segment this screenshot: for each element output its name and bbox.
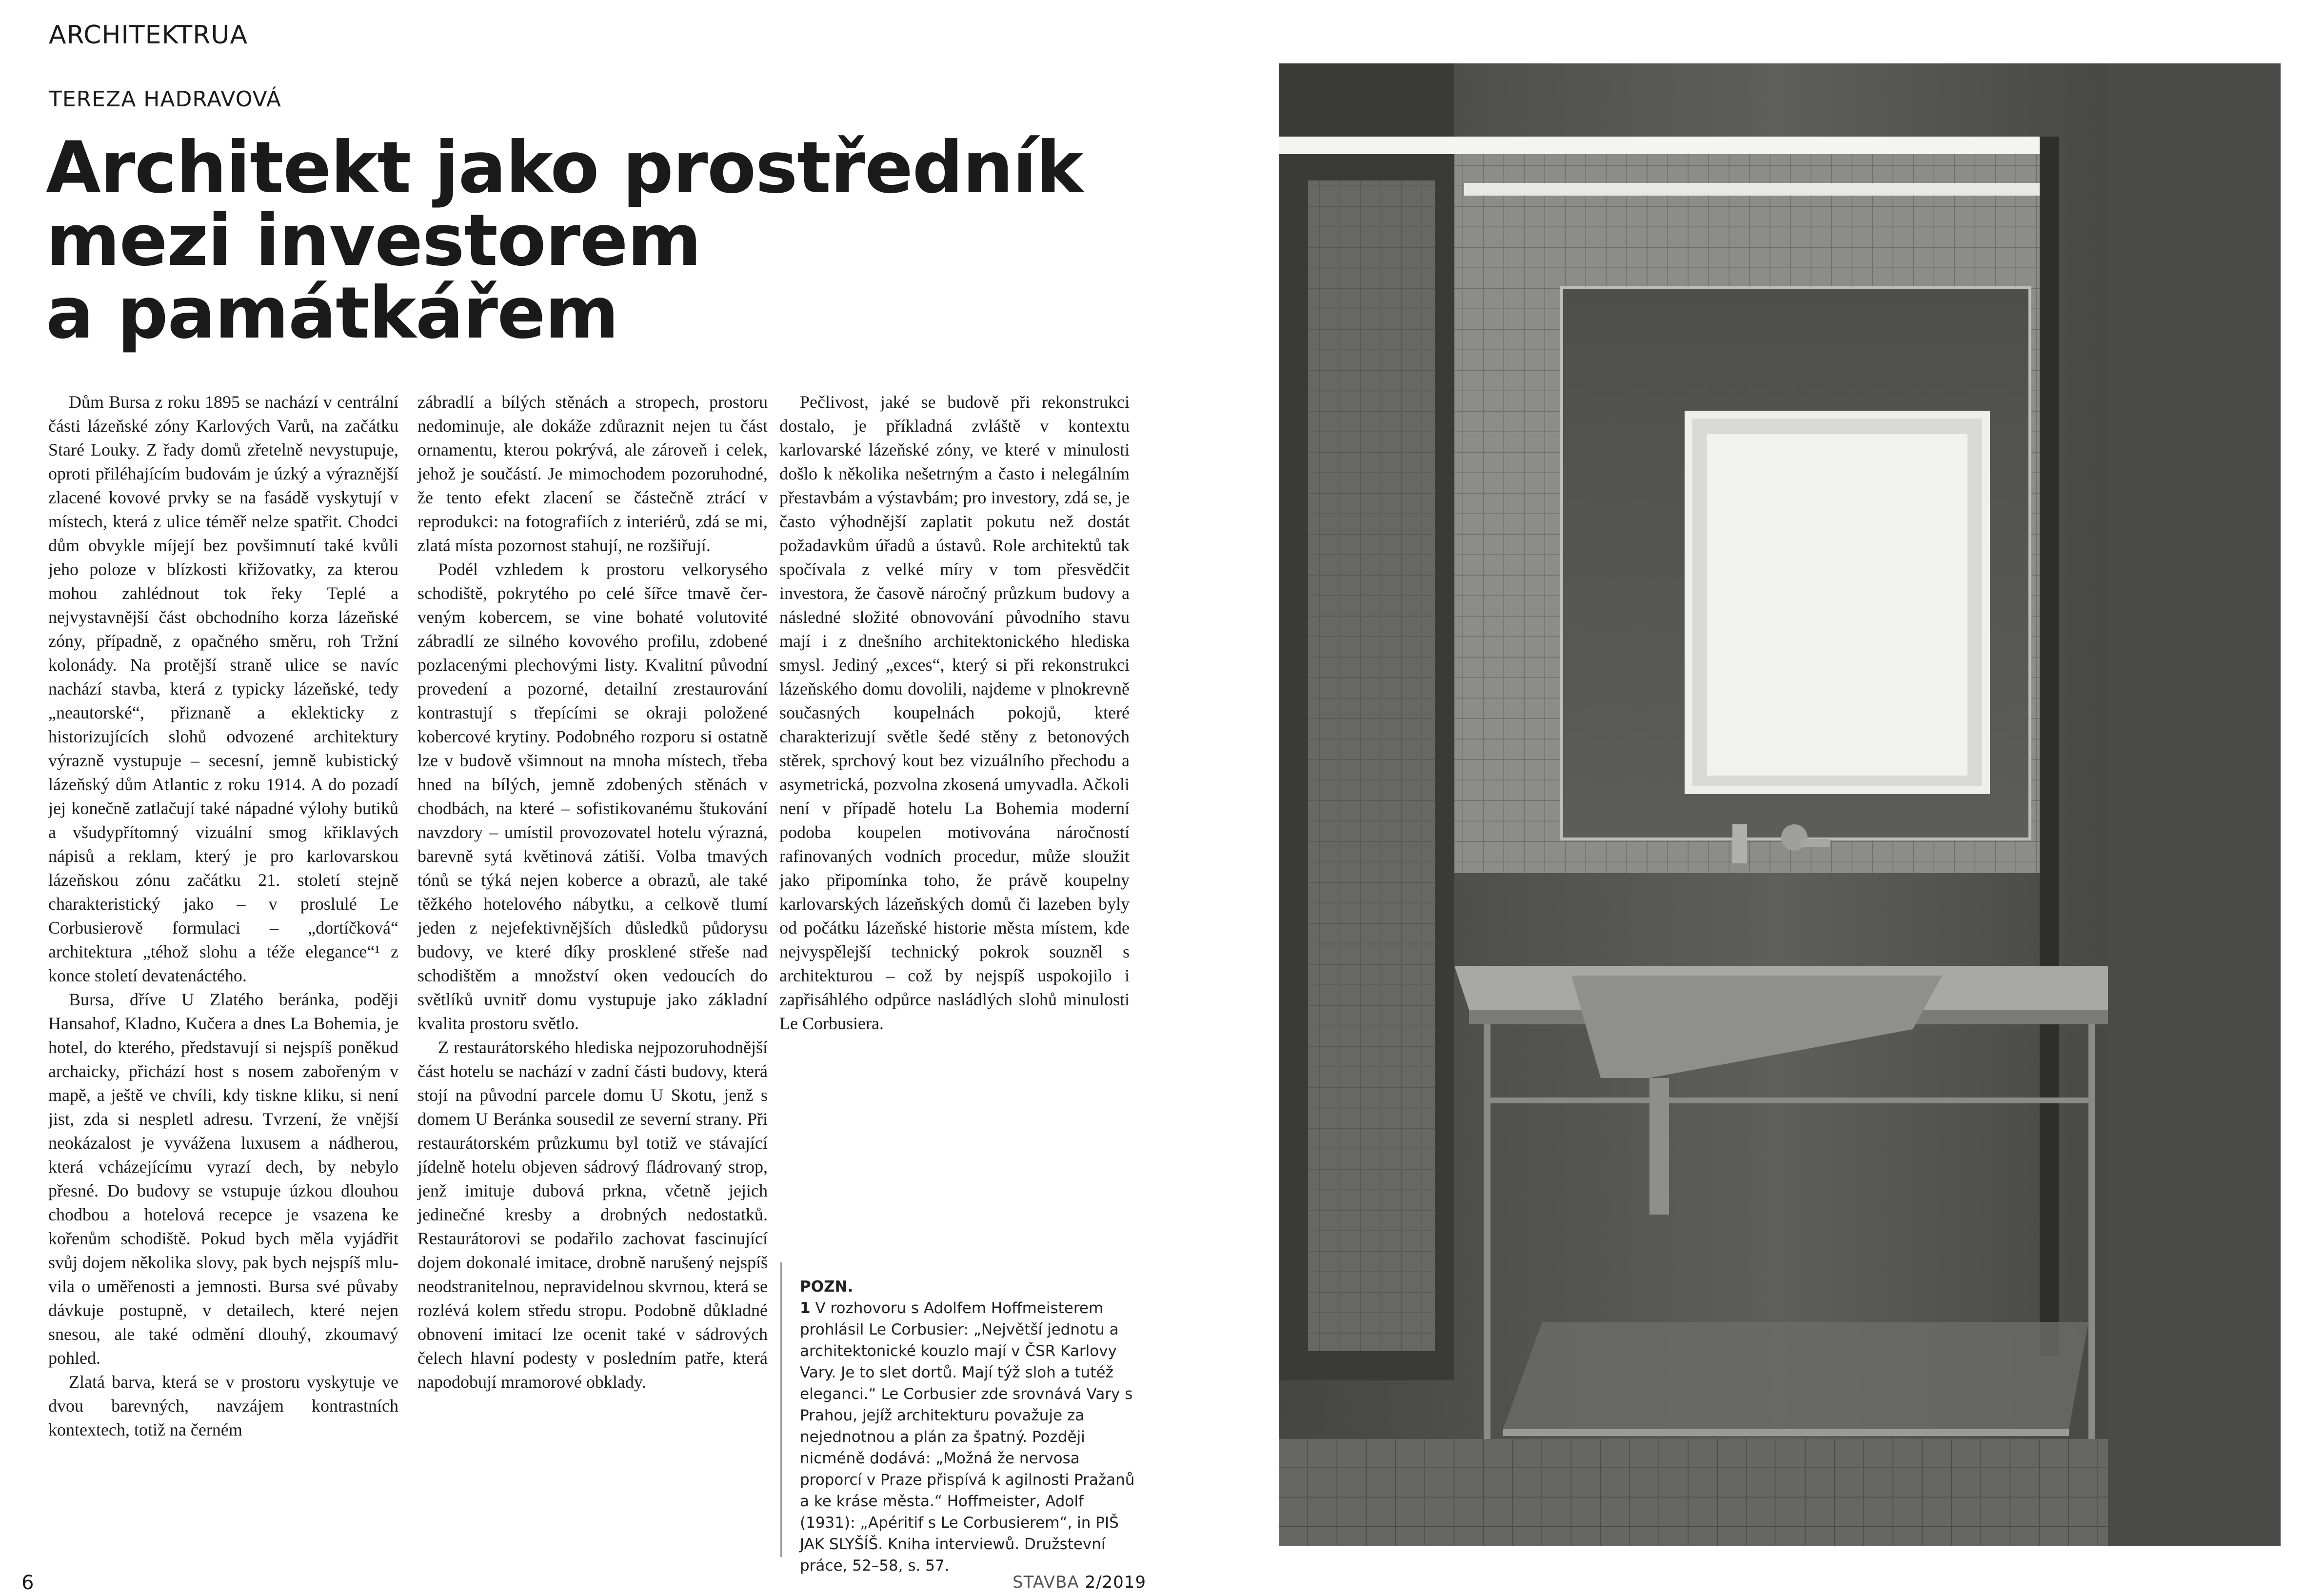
section-label: ARCHITEKTRUA (49, 20, 248, 50)
paragraph: Zlatá barva, která se v prostoru vyskytuje ve dvou barevných, navzájem kontrastních kontextech, totiž na černém (48, 1372, 398, 1439)
issue-number: 2/2019 (1085, 1573, 1147, 1592)
folio (1013, 1573, 1146, 1592)
body-column-2 (417, 390, 768, 1394)
paragraph: Pečlivost, jaké se budově při rekonstrukci dostalo, je příkladná zvláště v kontextu karlovarské lázeňské zóny, ve které v minulosti došlo k několika nešetrným a často i nelegálním přestavbám a výstavbám; pro investory, zdá se, je často výhodnější zaplatit pokutu než dostát požadavkům úřadů a ústavů. Role architektů tak spočívala z velké míry v tom přesvědčit investora, že časově náročný průzkum budovy a následné složité obnovování původního stavu mají i z dnešního architektonického hlediska smysl. Jediný „exces“, který si při rekonstrukci lázeňského domu dovolili, najdeme v plnokrevně současných koupelnách pokojů, které charakterizují světle šedé stěny z betonových stěrek, sprchový kout bez vizuálního přechodu a asymetrická, pozvolna zkosená umyvadla. Ačkoli není v případě hotelu La Bohemia moderní podoba koupelen motivována náročností rafinovaných vodních procedur, může sloužit jako připomínka toho, že právě koupelny karlovarských lázeňských domů či lazeben byly od počátku lázeňské historie města místem, kde nejvyspělejší technický pokrok souzněl s architekturou – což by nejspíš uspokojilo i zapřisáhlého odpůrce nasládlých slohů minulosti Le Corbusiera. (779, 392, 1130, 1033)
paragraph: Podél vzhledem k prostoru velkorysého schodiště, pokrytého po celé šířce tmavě červeným kobercem, se vine bohaté volutovité zábradlí ze silného kovového profilu, zdobené pozlacenými plechovými listy. Kvalitní původní provedení a pozorné, detailní zrestaurování kontrastují s třepícími se okraji položené kobercové krytiny. Podobného rozporu si ostatně lze v budově všimnout na mnoha místech, třeba hned na bílých, jemně zdobených stěnách v chodbách, na které – sofistikovanému štukování navzdory – umístil provozovatel hotelu výrazná, barevně sytá květinová zátiší. Volba tmavých tónů se týká nejen koberce a obrazů, ale také těžkého hotelového nábytku, a celkově tlumí jeden z nejefektivnějších důsledků půdorysu budovy, ve které díky prosklené střeše nad schodištěm a množství oken vedoucích do světlíků uvnitř domu vystupuje jako základní kvalita prostoru světlo. (417, 559, 768, 1033)
bathroom-washbasin-photo (1279, 63, 2281, 1546)
title-line: a památkářem (46, 272, 618, 355)
note-rule (780, 1262, 782, 1557)
footnote-heading: POZN. (800, 1278, 854, 1296)
magazine-name: STAVBA (1013, 1573, 1079, 1592)
footnote (800, 1276, 1141, 1576)
title-line: Architekt jako prostředník (46, 126, 1083, 209)
footnote-text: V rozhovoru s Adolfem Hoffmeisterem prohlásil Le Corbusier: „Největší jednotu a architektonické kouzlo mají v ČSR Karlovy Vary. Je to slet dortů. Mají týž sloh a tutéž eleganci.“ Le Corbusier zde srovnává Vary s Prahou, jejíž architekturu považuje za nejednotnou a plán za špatný. Později nicméně dodává: „Možná že nervosa proporcí v Praze přispívá k agilnosti Pražanů a ke kráse města.“ Hoffmeister, Adolf (1931): „Apéritif s Le Corbusierem“, in PIŠ JAK SLYŠÍŠ. Kniha interviewů. Družstevní práce, 52–58, s. 57. (800, 1299, 1135, 1575)
title-line: mezi investorem (46, 199, 701, 282)
paragraph: Bursa, dříve U Zlatého beránka, poději Hansahof, Kladno, Kučera a dnes La Bohemia, je hotel, do kterého, představují si nejspíš poněkud archaicky, přichází host s nosem zabořeným v mapě, a ještě ve chvíli, kdy tiskne kliku, si není jist, zda si nespletl adresu. Tvrzení, že vnější neokázalost je vyvážena luxusem a nádherou, která vcházejícímu vyrazí dech, by nebylo přesné. Do budovy se vstupuje úzkou dlouhou chodbou a hotelová recepce je vsazena ke kořenům schodiště. Pokud bych měla vyjádřit svůj dojem několika slovy, pak bych nejspíš mluvila o uměřenosti a jemnosti. Bursa své půvaby dávkuje postupně, v detailech, které nejen snesou, ale také odmění dlouhý, zkoumavý pohled. (48, 990, 398, 1368)
paragraph: zábradlí a bílých stěnách a stropech, prostoru nedominuje, ale dokáže zdůraznit nejen tu část ornamentu, kterou pokrývá, ale zároveň i celek, jehož je součástí. Je mimochodem pozoruhodné, že tento efekt zlacení se částečně ztrácí v reprodukci: na fotografiích z interiérů, zdá se mi, zlatá místa pozornost stahují, ne rozšiřují. (417, 392, 768, 555)
paragraph: Z restaurátorského hlediska nejpozoruhodnější část hotelu se nachází v zadní části budovy, která stojí na původní parcele domu U Skotu, jenž s domem U Beránka sousedil ze severní strany. Při restaurátorském průzkumu byl totiž ve stávající jídelně hotelu objeven sádrový fládrovaný strop, jenž imituje dubová prkna, včetně jejich jedinečné kresby a drobných nedostatků. Restaurátorovi se podařilo zachovat fascinující dojem dokonalé imitace, drobně narušený nejspíš neodstranitelnou, nepravidelnou skvrnou, která se rozlévá kolem středu stropu. Podobně důkladné obnovení imitací lze ocenit také v sádrových čelech hlavní podesty v posledním patře, která napodobují mramorové obklady. (417, 1037, 768, 1392)
paragraph: Dům Bursa z roku 1895 se nachází v centrální části lázeňské zóny Karlových Varů, na začátku Staré Louky. Z řady domů zřetelně nevystupuje, oproti přiléhajícím budovám je úzký a výraznější zlacené kovové prvky se na fasádě vyskytují v místech, která z ulice téměř nelze spatřit. Chodci dům obvykle míjejí bez povšimnutí také kvůli jeho poloze v blízkosti křižovatky, za kterou mohou zahlédnout tok řeky Teplé a nejvystavnější část obchodního korza lázeňské zóny, případně, z opačného směru, roh Tržní kolonády. Na protější straně ulice se navíc nachází stavba, která z typicky lázeňské, tedy „neautorské“, přiznaně a eklekticky z historizujících slohů odvozené architektury výrazně vystupuje – secesní, jemně kubistický lázeňský dům Atlantic z roku 1914. A do pozadí jej konečně zatlačují také nápadné výlohy butiků a všudypřítomný vizuální smog křiklavých nápisů a reklam, který je pro karlovarskou lázeňskou zónu začátku 21. století stejně charakteristický jako – v proslulé Le Corbusierově formulaci – „dortíčková“ architektura „téhož slohu a téže elegance“¹ z konce století devatenáctého. (48, 392, 398, 985)
footnote-number: 1 (800, 1299, 811, 1317)
author-name: TEREZA HADRAVOVÁ (49, 87, 281, 112)
article-title (46, 126, 1241, 355)
body-column-1 (48, 390, 398, 1442)
body-column-3 (779, 390, 1130, 1036)
page-number: 6 (21, 1572, 34, 1594)
